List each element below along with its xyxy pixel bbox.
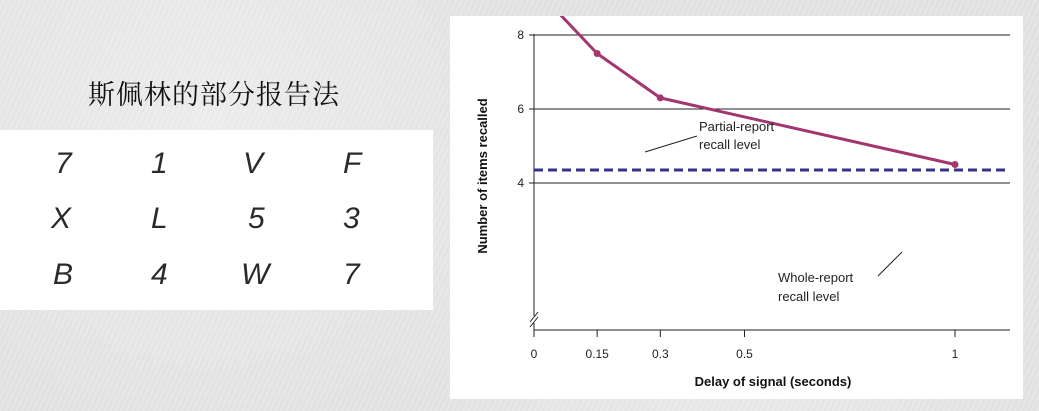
partial-report-point — [952, 161, 959, 168]
recall-chart — [450, 16, 1023, 399]
grid-cell: 3 — [343, 202, 360, 235]
y-tick-label: 4 — [517, 176, 524, 190]
gridlines — [534, 16, 1010, 183]
chart-panel — [450, 16, 1023, 399]
x-tick-label: 0.3 — [651, 347, 669, 361]
grid-cell: 4 — [151, 258, 168, 291]
grid-cell: B — [53, 258, 74, 291]
x-tick-label: 0.15 — [585, 347, 609, 361]
partial-report-point — [657, 94, 664, 101]
grid-cell: 7 — [343, 258, 360, 291]
partial-report-leader — [645, 136, 697, 152]
partial-report-point — [594, 50, 601, 57]
grid-cell: L — [151, 202, 168, 235]
y-axis-title: Number of items recalled — [475, 98, 490, 254]
series-layer — [531, 16, 1011, 170]
partial-report-label-line2: recall level — [699, 137, 761, 152]
x-tick-label: 0.5 — [736, 347, 753, 361]
y-tick-label: 8 — [517, 28, 524, 42]
y-ticks — [511, 16, 534, 190]
grid-cell: V — [243, 147, 264, 180]
axes — [530, 34, 1010, 330]
slide-title: 斯佩林的部分报告法 — [88, 80, 340, 111]
whole-report-label-line1: Whole-report — [778, 270, 854, 285]
x-axis-title: Delay of signal (seconds) — [694, 374, 852, 389]
x-tick-label: 1 — [951, 347, 959, 361]
letter-grid — [0, 130, 433, 310]
grid-cell: 7 — [55, 147, 72, 180]
partial-report-label-line1: Partial-report — [699, 119, 775, 134]
grid-cell: F — [343, 147, 362, 180]
grid-cell: 1 — [151, 147, 168, 180]
grid-cell: W — [241, 258, 270, 291]
whole-report-label-line2: recall level — [778, 289, 840, 304]
whole-report-leader — [878, 252, 902, 276]
grid-cell: X — [51, 202, 72, 235]
grid-cell: 5 — [248, 202, 265, 235]
x-ticks — [531, 330, 959, 361]
y-tick-label: 6 — [517, 102, 524, 116]
x-tick-label: 0 — [530, 347, 538, 361]
